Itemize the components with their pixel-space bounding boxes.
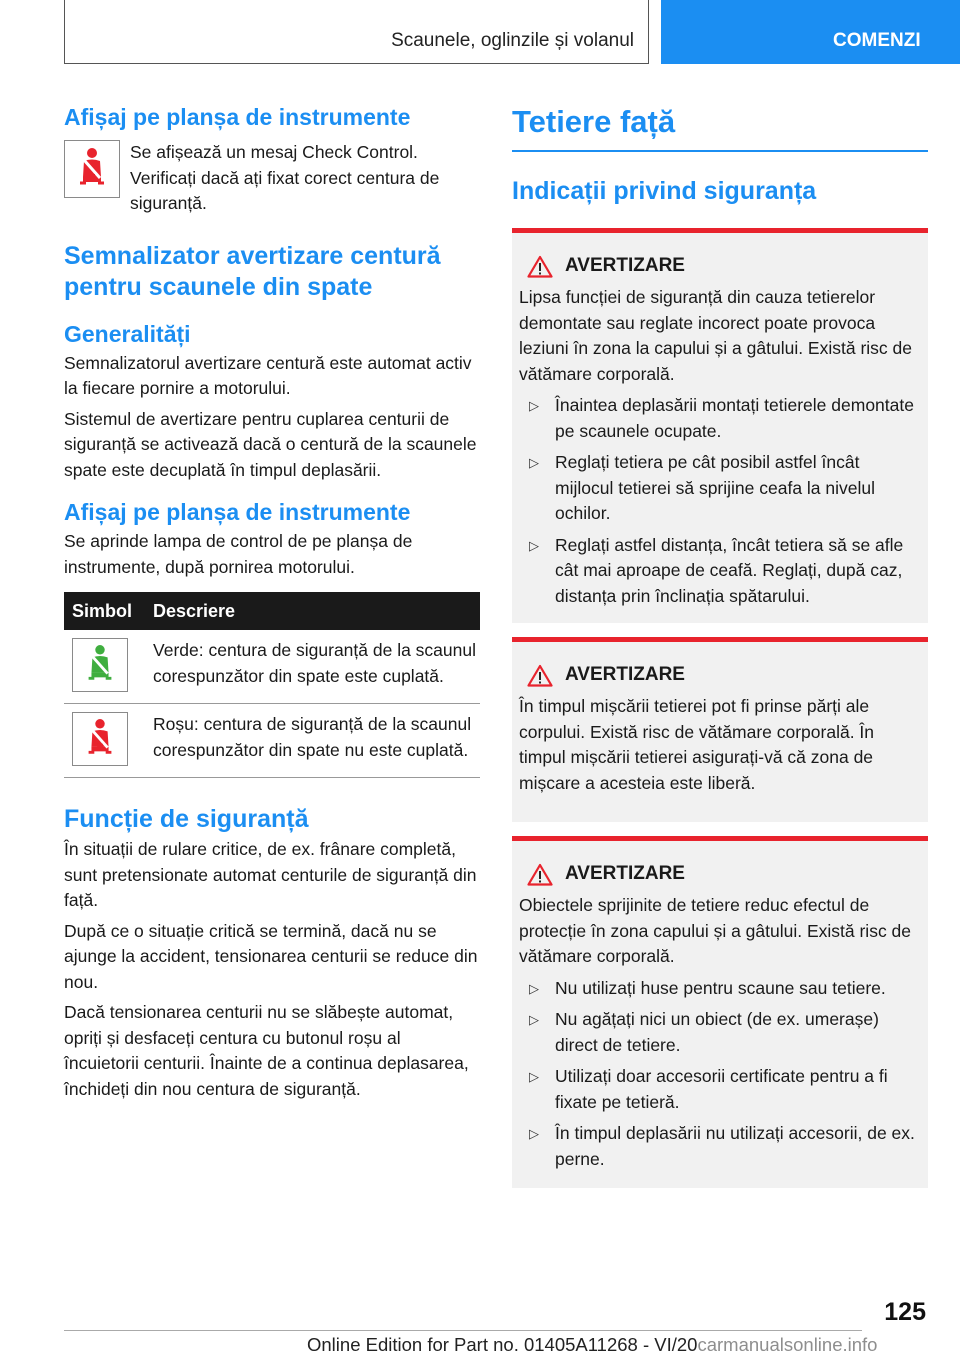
warning-triangle-icon bbox=[527, 863, 553, 886]
table-row bbox=[64, 704, 480, 778]
section-title-general: Generalități bbox=[64, 320, 191, 347]
table-row bbox=[64, 630, 480, 704]
seatbelt-red-icon bbox=[72, 712, 128, 766]
seatbelt-warning-icon bbox=[64, 140, 120, 198]
bullet-triangle-icon: ▷ bbox=[529, 398, 539, 413]
bullet-triangle-icon: ▷ bbox=[529, 1069, 539, 1084]
warning-list bbox=[519, 976, 920, 1173]
safety-notes-title: Indicații privind siguranța bbox=[512, 177, 817, 205]
header-section-box bbox=[64, 0, 649, 64]
check-control-block bbox=[64, 140, 480, 217]
list-item: ▷ Reglați tetiera pe cât posibil astfel încât mijlocul tetierei să sprijine ceafa la nivelul ochilor. bbox=[529, 452, 876, 523]
footer-edition bbox=[307, 1334, 877, 1356]
bullet-triangle-icon: ▷ bbox=[529, 455, 539, 470]
warning-box bbox=[512, 228, 928, 623]
left-column bbox=[64, 100, 480, 1102]
right-column bbox=[512, 100, 928, 1188]
section-title-rear-belt-warning: Semnalizator avertizare centură pentru scaunele din spate bbox=[64, 241, 441, 301]
warning-label: AVERTIZARE bbox=[565, 664, 685, 685]
section-title-safety-function: Funcție de siguranță bbox=[64, 805, 309, 833]
symbol-table bbox=[64, 592, 480, 778]
warning-list bbox=[519, 393, 920, 609]
footer-watermark: carmanualsonline.info bbox=[697, 1334, 878, 1355]
bullet-triangle-icon: ▷ bbox=[529, 980, 539, 996]
section-title-display-1: Afișaj pe planșa de instrumente bbox=[64, 104, 411, 130]
page-number: 125 bbox=[884, 1298, 926, 1326]
warning-label: AVERTIZARE bbox=[565, 255, 685, 276]
warning-text: Obiectele sprijinite de tetiere reduc efectul de protecție în zona capului și a gâtului. Există risc de vătămare corporală. bbox=[519, 895, 912, 966]
warning-box bbox=[512, 637, 928, 822]
warning-triangle-icon bbox=[527, 664, 553, 687]
check-control-text: Se afișează un mesaj Check Control. Verificați dacă ați fixat corect centura de siguranță. bbox=[130, 142, 440, 213]
safety-paragraph-1: În situații de rulare critice, de ex. frânare completă, sunt pretensionate automat centurile de siguranță din față. bbox=[64, 839, 477, 910]
warning-label: AVERTIZARE bbox=[565, 863, 685, 884]
bullet-triangle-icon: ▷ bbox=[529, 1012, 539, 1027]
display-paragraph: Se aprinde lampa de control de pe planșa de instrumente, după pornirea motorului. bbox=[64, 531, 413, 577]
list-item: ▷ Înaintea deplasării montați tetierele demontate pe scaunele ocupate. bbox=[529, 395, 914, 441]
list-item: ▷ În timpul deplasării nu utilizați accesorii, de ex. perne. bbox=[529, 1123, 915, 1169]
bullet-triangle-icon: ▷ bbox=[529, 537, 539, 553]
table-header-row bbox=[64, 592, 480, 630]
main-title-block bbox=[512, 100, 928, 152]
header-chapter-tab bbox=[661, 0, 960, 64]
header-chapter-title: COMENZI bbox=[833, 30, 921, 51]
list-item: ▷ Nu agățați nici un obiect (de ex. umerașe) direct de tetiere. bbox=[529, 1009, 879, 1055]
seatbelt-green-icon bbox=[72, 638, 128, 692]
safety-paragraph-2: După ce o situație critică se termină, dacă nu se ajunge la accident, tensionarea centurii se reduce din nou. bbox=[64, 920, 478, 992]
safety-paragraph-3: Dacă tensionarea centurii nu se slăbește automat, opriți și desfaceți centura cu butonul roșu al încuietorii centurii. Înainte de a continua deplasarea, închideți din nou centura de siguranță. bbox=[64, 1002, 469, 1099]
warning-triangle-icon bbox=[527, 255, 553, 278]
table-desc-red: Roșu: centura de siguranță de la scaunul corespunzător din spate nu este cuplată. bbox=[153, 714, 472, 760]
footer-edition-text: Online Edition for Part no. 01405A11268 - VI/20 bbox=[307, 1334, 698, 1355]
list-item: ▷ Utilizați doar accesorii certificate pentru a fi fixate pe tetieră. bbox=[529, 1066, 888, 1112]
header-section-title: Scaunele, oglinzile și volanul bbox=[391, 30, 634, 51]
footer-divider bbox=[64, 1330, 862, 1331]
warning-text: Lipsa funcției de siguranță din cauza tetierelor demontate sau reglate incorect poate provoca leziuni în zona la capului și a gâtului. Există risc de vătămare corporală. bbox=[519, 287, 912, 384]
list-item: ▷ Nu utilizați huse pentru scaune sau tetiere. bbox=[519, 976, 920, 1002]
general-paragraph-1: Semnalizatorul avertizare centură este automat activ la fiecare pornire a motorului. bbox=[64, 352, 472, 398]
table-desc-green: Verde: centura de siguranță de la scaunul corespunzător din spate este cuplată. bbox=[153, 640, 476, 686]
table-header-description: Descriere bbox=[153, 592, 480, 630]
list-item: ▷ Reglați astfel distanța, încât tetiera să se afle cât mai aproape de ceafă. Reglați, după caz, distanța prin înclinația spătarului. bbox=[529, 534, 904, 606]
general-paragraph-2: Sistemul de avertizare pentru cuplarea centurii de siguranță se activează dacă o centură de la scaunele spate este decuplată în timpul deplasării. bbox=[64, 408, 477, 480]
warning-box bbox=[512, 836, 928, 1188]
page-title: Tetiere față bbox=[512, 104, 676, 139]
table-header-symbol: Simbol bbox=[64, 592, 153, 630]
warning-text: În timpul mișcării tetierei pot fi prinse părți ale corpului. Există risc de vătămare corporală. În timpul mișcării tetierei asigurați-vă că zona de mișcare a acesteia este liberă. bbox=[519, 696, 875, 793]
section-title-display-2: Afișaj pe planșa de instrumente bbox=[64, 499, 411, 525]
bullet-triangle-icon: ▷ bbox=[529, 1126, 539, 1141]
